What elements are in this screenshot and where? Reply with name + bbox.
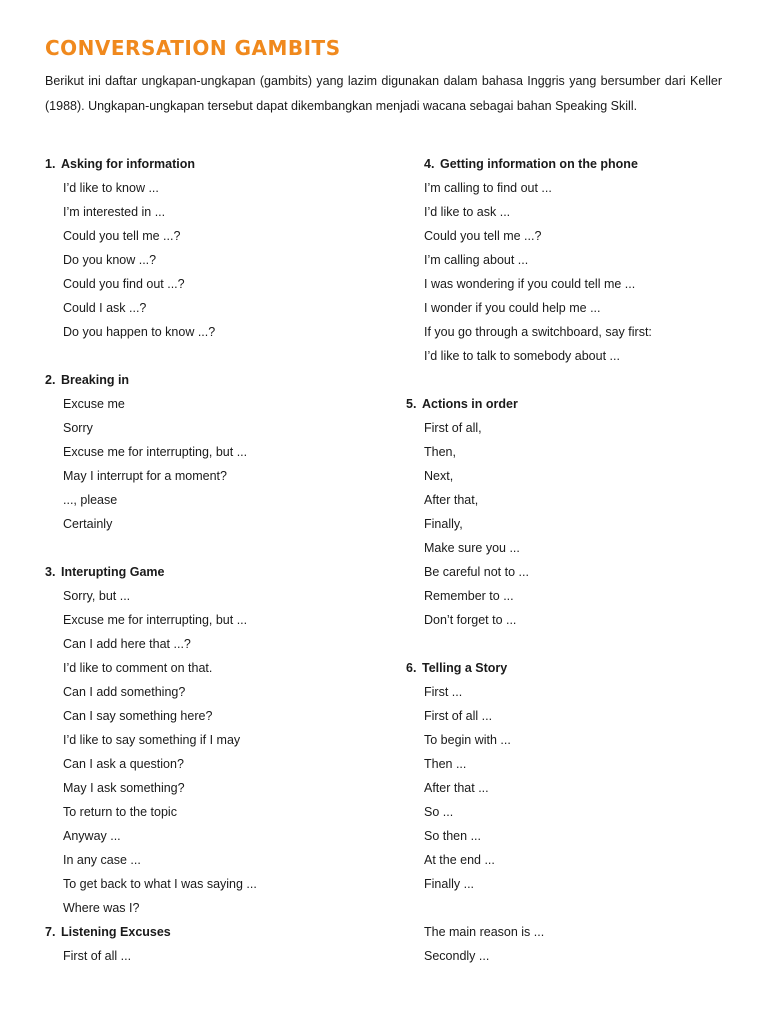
gambit-item: Be careful not to ... bbox=[424, 565, 529, 579]
gambit-item: If you go through a switchboard, say first: bbox=[424, 325, 652, 339]
gambit-item: Where was I? bbox=[63, 901, 140, 915]
gambit-item: ..., please bbox=[63, 493, 118, 507]
gambit-item: Sorry, but ... bbox=[63, 589, 131, 603]
gambit-item: First of all ... bbox=[424, 709, 493, 723]
gambit-item: Can I say something here? bbox=[63, 709, 213, 723]
gambit-item: Could you tell me ...? bbox=[424, 229, 542, 243]
gambit-item: Sorry bbox=[63, 421, 93, 435]
section-title: Interupting Game bbox=[61, 565, 165, 579]
section-title: Listening Excuses bbox=[61, 925, 171, 939]
gambit-item: Anyway ... bbox=[63, 829, 121, 843]
gambit-list bbox=[45, 584, 375, 920]
gambit-item: I’d like to comment on that. bbox=[63, 661, 213, 675]
gambit-item: I was wondering if you could tell me ... bbox=[424, 277, 636, 291]
section-number: 4. bbox=[424, 157, 435, 171]
gambit-list bbox=[45, 176, 375, 344]
gambit-item: Could you tell me ...? bbox=[63, 229, 181, 243]
gambit-list bbox=[45, 944, 375, 968]
section-number: 5. bbox=[406, 397, 417, 411]
gambit-item: Certainly bbox=[63, 517, 113, 531]
gambit-list bbox=[406, 416, 736, 632]
section-number: 6. bbox=[406, 661, 417, 675]
gambit-item: After that, bbox=[424, 493, 479, 507]
gambit-item: First ... bbox=[424, 685, 463, 699]
gambit-item: First of all, bbox=[424, 421, 482, 435]
gambit-list bbox=[406, 176, 736, 368]
gambit-item: I’d like to know ... bbox=[63, 181, 159, 195]
section-heading bbox=[406, 656, 736, 680]
section-interupting-game bbox=[45, 560, 375, 920]
gambit-item: Then, bbox=[424, 445, 456, 459]
left-column bbox=[45, 152, 375, 968]
section-heading bbox=[45, 368, 375, 392]
right-column bbox=[406, 152, 736, 968]
gambit-item: I’d like to say something if I may bbox=[63, 733, 241, 747]
gambit-item: May I interrupt for a moment? bbox=[63, 469, 227, 483]
gambit-item: Then ... bbox=[424, 757, 467, 771]
gambit-item: First of all ... bbox=[63, 949, 132, 963]
section-number: 3. bbox=[45, 565, 56, 579]
gambit-item: Excuse me for interrupting, but ... bbox=[63, 445, 248, 459]
section-title: Telling a Story bbox=[422, 661, 508, 675]
section-title: Breaking in bbox=[61, 373, 130, 387]
gambit-item: Do you know ...? bbox=[63, 253, 157, 267]
page-title: CONVERSATION GAMBITS bbox=[45, 36, 341, 60]
section-title: Actions in order bbox=[422, 397, 518, 411]
gambit-item: Can I add something? bbox=[63, 685, 186, 699]
section-telling-a-story bbox=[406, 656, 736, 896]
gambit-item: So then ... bbox=[424, 829, 481, 843]
gambit-item: Don’t forget to ... bbox=[424, 613, 517, 627]
section-breaking-in bbox=[45, 368, 375, 536]
section-asking-for-information bbox=[45, 152, 375, 344]
gambit-item: In any case ... bbox=[63, 853, 141, 867]
section-getting-information-on-the-phone bbox=[406, 152, 736, 368]
gambit-item: Can I ask a question? bbox=[63, 757, 184, 771]
section-title: Asking for information bbox=[61, 157, 196, 171]
gambit-item: To get back to what I was saying ... bbox=[63, 877, 257, 891]
section-heading bbox=[45, 920, 375, 944]
gambit-item: The main reason is ... bbox=[424, 925, 545, 939]
gambit-item: I’m calling about ... bbox=[424, 253, 529, 267]
section-heading bbox=[406, 152, 736, 176]
gambit-item: May I ask something? bbox=[63, 781, 185, 795]
gambit-item: Finally ... bbox=[424, 877, 475, 891]
gambit-item: Make sure you ... bbox=[424, 541, 520, 555]
section-title: Getting information on the phone bbox=[440, 157, 638, 171]
gambit-item: Excuse me for interrupting, but ... bbox=[63, 613, 248, 627]
gambit-item: Secondly ... bbox=[424, 949, 490, 963]
gambit-item: At the end ... bbox=[424, 853, 495, 867]
section-number: 7. bbox=[45, 925, 56, 939]
gambit-item: I’m interested in ... bbox=[63, 205, 166, 219]
intro-paragraph: Berikut ini daftar ungkapan-ungkapan (gambits) yang lazim digunakan dalam bahasa Inggris yang bersumber dari Keller (1988). Ungkapan-ungkapan tersebut dapat dikembangkan menjadi wacana sebagai bahan Speaking Skill. bbox=[45, 74, 722, 113]
gambit-item: Can I add here that ...? bbox=[63, 637, 191, 651]
gambit-item: Could you find out ...? bbox=[63, 277, 185, 291]
gambit-item: Could I ask ...? bbox=[63, 301, 147, 315]
gambit-item: I wonder if you could help me ... bbox=[424, 301, 601, 315]
gambit-item: Remember to ... bbox=[424, 589, 514, 603]
gambit-item: I’m calling to find out ... bbox=[424, 181, 552, 195]
section-number: 1. bbox=[45, 157, 56, 171]
gambit-item: To return to the topic bbox=[63, 805, 177, 819]
section-heading bbox=[45, 152, 375, 176]
gambit-item: Excuse me bbox=[63, 397, 125, 411]
gambit-item: So ... bbox=[424, 805, 454, 819]
section-actions-in-order bbox=[406, 392, 736, 632]
section-listening-excuses bbox=[45, 920, 375, 968]
gambit-list bbox=[406, 680, 736, 896]
gambit-item: Do you happen to know ...? bbox=[63, 325, 216, 339]
gambit-item: Finally, bbox=[424, 517, 463, 531]
gambit-item: After that ... bbox=[424, 781, 489, 795]
section-number: 2. bbox=[45, 373, 56, 387]
section-heading bbox=[406, 392, 736, 416]
gambit-item: To begin with ... bbox=[424, 733, 511, 747]
gambit-list bbox=[45, 392, 375, 536]
gambit-item: I’d like to talk to somebody about ... bbox=[424, 349, 620, 363]
gambit-list-continued bbox=[406, 920, 736, 968]
gambit-item: Next, bbox=[424, 469, 454, 483]
section-heading bbox=[45, 560, 375, 584]
gambit-item: I’d like to ask ... bbox=[424, 205, 511, 219]
